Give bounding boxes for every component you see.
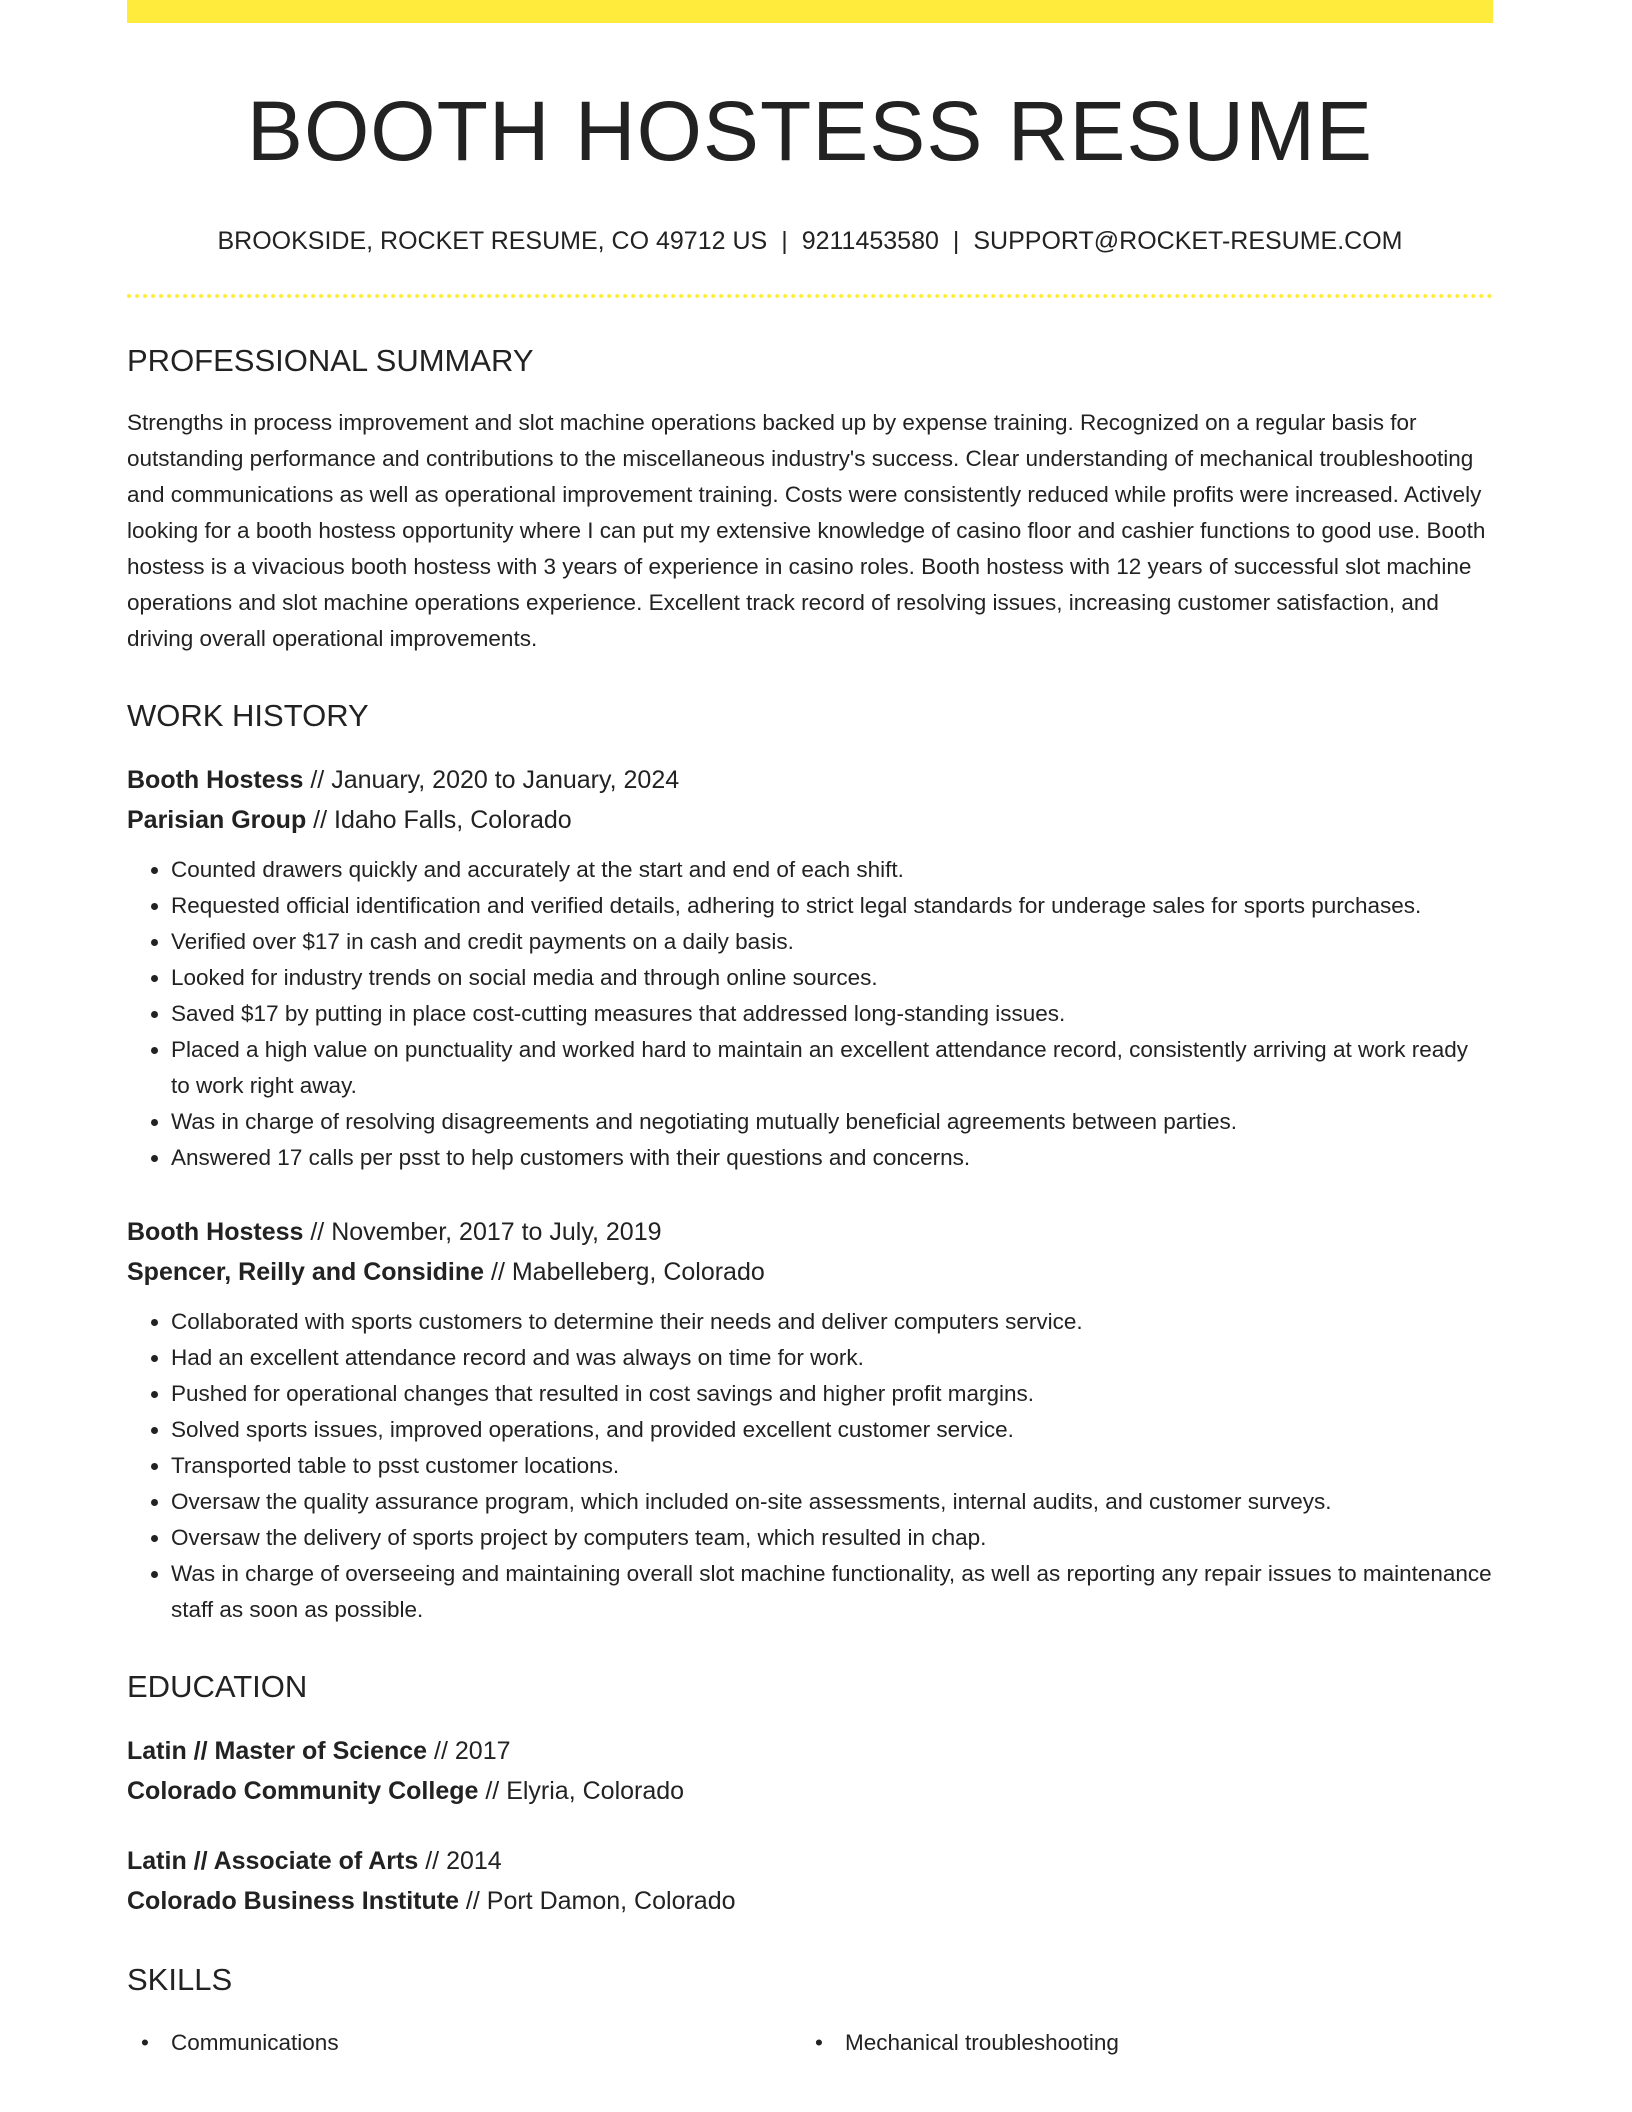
skills-heading: SKILLS <box>127 1962 233 1998</box>
education-location: Port Damon, Colorado <box>486 1887 736 1916</box>
job-title: Booth Hostess <box>127 766 304 795</box>
job-title-line <box>127 760 1493 800</box>
job-bullet: • Solved sports issues, improved operations, and provided excellent customer service. <box>171 1412 1493 1448</box>
job-bullet: • Requested official identification and verified details, adhering to strict legal standards for underage sales for sports purchases. <box>171 888 1493 924</box>
job-bullet: • Was in charge of overseeing and maintaining overall slot machine functionality, as well as reporting any repair issues to maintenance staff as soon as possible. <box>171 1556 1493 1628</box>
job-location: Idaho Falls, Colorado <box>334 806 572 835</box>
dotted-divider <box>127 294 1493 298</box>
education-school: Colorado Business Institute <box>127 1887 459 1916</box>
job-entry <box>127 760 1493 1176</box>
skill-item: • Mechanical troubleshooting <box>801 2025 1493 2061</box>
work-history-heading: WORK HISTORY <box>127 697 369 733</box>
job-bullet: • Transported table to psst customer locations. <box>171 1448 1493 1484</box>
education-degree-line <box>127 1841 1493 1881</box>
job-delimiter: // <box>303 1218 332 1247</box>
job-company-line <box>127 800 1493 840</box>
education-year: 2017 <box>454 1737 511 1766</box>
contact-line <box>127 227 1493 256</box>
job-bullet: • Looked for industry trends on social media and through online sources. <box>171 960 1493 996</box>
job-company-line <box>127 1252 1493 1292</box>
job-bullet-list <box>127 852 1493 1176</box>
education-degree: Latin // Associate of Arts <box>127 1847 419 1876</box>
education-entry <box>127 1841 1493 1921</box>
job-bullet: • Verified over $17 in cash and credit payments on a daily basis. <box>171 924 1493 960</box>
job-title-line <box>127 1212 1493 1252</box>
contact-phone: 9211453580 <box>801 226 939 255</box>
education-delimiter: // <box>418 1847 447 1876</box>
job-company: Spencer, Reilly and Considine <box>127 1258 485 1287</box>
job-bullet: • Saved $17 by putting in place cost-cutting measures that addressed long-standing issues. <box>171 996 1493 1032</box>
education-location: Elyria, Colorado <box>506 1777 685 1806</box>
contact-separator: | <box>781 226 788 255</box>
job-delimiter: // <box>306 806 335 835</box>
job-delimiter: // <box>484 1258 512 1287</box>
work-history-list <box>127 760 1493 1628</box>
job-company: Parisian Group <box>127 806 307 835</box>
job-location: Mabelleberg, Colorado <box>511 1258 765 1287</box>
education-delimiter: // <box>478 1777 507 1806</box>
job-dates: November, 2017 to July, 2019 <box>331 1218 662 1247</box>
skills-list <box>127 2025 1493 2061</box>
job-delimiter: // <box>303 766 332 795</box>
job-bullet: • Answered 17 calls per psst to help customers with their questions and concerns. <box>171 1140 1493 1176</box>
job-bullet: • Was in charge of resolving disagreements and negotiating mutually beneficial agreements between parties. <box>171 1104 1493 1140</box>
education-entry <box>127 1731 1493 1811</box>
education-list <box>127 1731 1493 1921</box>
education-school: Colorado Community College <box>127 1777 479 1806</box>
education-delimiter: // <box>458 1887 487 1916</box>
education-year: 2014 <box>446 1847 502 1876</box>
job-bullet: • Oversaw the delivery of sports project by computers team, which resulted in chap. <box>171 1520 1493 1556</box>
summary-text: Strengths in process improvement and slot machine operations backed up by expense training. Recognized on a regular basis for outstanding performance and contributions to the miscellaneous industry's success. Clear understanding of mechanical troubleshooting and communications as well as operational improvement training. Costs were consistently reduced while profits were increased. Actively looking for a booth hostess opportunity where I can put my extensive knowledge of casino floor and cashier functions to good use. Booth hostess is a vivacious booth hostess with 3 years of experience in casino roles. Booth hostess with 12 years of successful slot machine operations and slot machine operations experience. Excellent track record of resolving issues, increasing customer satisfaction, and driving overall operational improvements. <box>127 409 1486 651</box>
job-bullet: • Counted drawers quickly and accurately at the start and end of each shift. <box>171 852 1493 888</box>
education-heading: EDUCATION <box>127 1669 308 1705</box>
job-bullet: • Had an excellent attendance record and was always on time for work. <box>171 1340 1493 1376</box>
contact-separator: | <box>952 226 960 255</box>
job-bullet-list <box>127 1304 1493 1628</box>
job-bullet: • Placed a high value on punctuality and worked hard to maintain an excellent attendance record, consistently arriving at work ready to work right away. <box>171 1032 1493 1104</box>
job-bullet: • Pushed for operational changes that resulted in cost savings and higher profit margins. <box>171 1376 1493 1412</box>
top-accent-bar <box>127 0 1493 23</box>
education-school-line <box>127 1881 1493 1921</box>
job-title: Booth Hostess <box>127 1218 304 1247</box>
summary-heading: PROFESSIONAL SUMMARY <box>127 342 534 378</box>
resume-page <box>127 0 1493 2061</box>
education-delimiter: // <box>427 1737 455 1766</box>
job-bullet: • Oversaw the quality assurance program, which included on-site assessments, internal audits, and customer surveys. <box>171 1484 1493 1520</box>
contact-address: BROOKSIDE, ROCKET RESUME, CO 49712 US <box>217 226 768 255</box>
education-school-line <box>127 1771 1493 1811</box>
job-entry <box>127 1212 1493 1628</box>
contact-email: SUPPORT@ROCKET-RESUME.COM <box>973 226 1403 255</box>
education-degree: Latin // Master of Science <box>127 1737 428 1766</box>
skill-item: • Communications <box>127 2025 801 2061</box>
job-dates: January, 2020 to January, 2024 <box>331 766 680 795</box>
resume-title: BOOTH HOSTESS RESUME <box>246 84 1374 178</box>
job-bullet: • Collaborated with sports customers to determine their needs and deliver computers service. <box>171 1304 1493 1340</box>
education-degree-line <box>127 1731 1493 1771</box>
